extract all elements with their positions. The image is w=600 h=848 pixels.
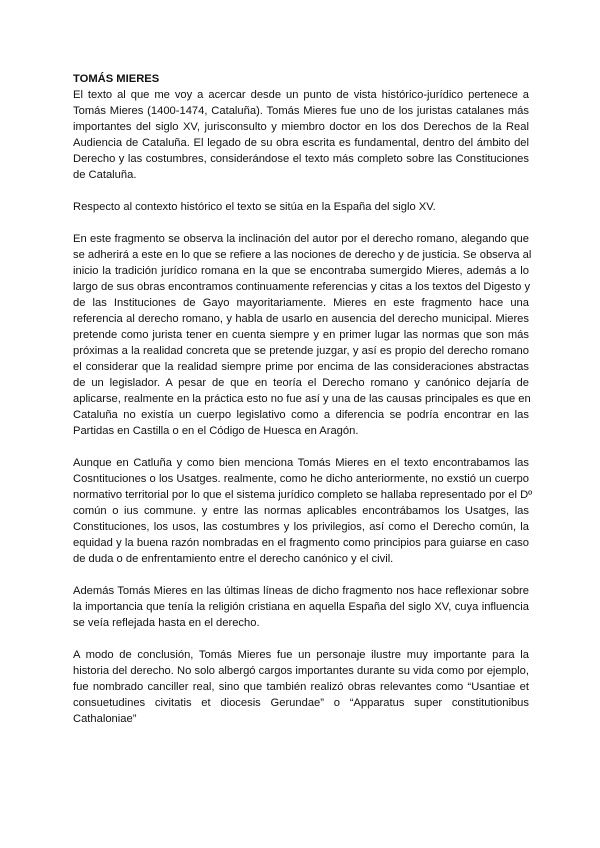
- text-line: Cataluña no existía un cuerpo legislativo como a diferencia se podría encontrar en las: [73, 409, 529, 421]
- text-line: común o ius commune. y entre las normas aplicables encontrábamos los Usatges, las: [73, 505, 529, 517]
- text-line: se veía reflejada hasta en el derecho.: [73, 617, 260, 629]
- text-line: próximas a la realidad concreta que se pretende juzgar, y así es propio del derecho romano: [73, 345, 529, 357]
- text-line: Derecho y las costumbres, considerándose el texto más completo sobre las Constituciones: [73, 153, 529, 165]
- text-line: Cosntituciones o los Usatges. realmente, como he dicho anteriormente, no exstió un cuerpo: [73, 473, 529, 485]
- text-line: historia del derecho. No solo albergó cargos importantes durante su vida como por ejemplo,: [73, 665, 529, 677]
- text-line: la importancia que tenía la religión cristiana en aquella España del siglo XV, cuya influencia: [73, 601, 529, 613]
- text-line: el considerar que la realidad siempre prime por encima de las consideraciones abstractas: [73, 361, 529, 373]
- text-line: Cathaloniae”: [73, 713, 137, 725]
- text-line: de duda o de enfrentamiento entre el derecho canónico y el civil.: [73, 553, 394, 565]
- paragraph: [73, 455, 533, 567]
- text-line: En este fragmento se observa la inclinación del autor por el derecho romano, alegando que: [73, 233, 529, 245]
- text-line: Audiencia de Cataluña. El legado de su obra escrita es fundamental, dentro del ámbito del: [73, 137, 529, 149]
- text-line: de un legislador. A pesar de que en teoría el Derecho romano y canónico dejaría de: [73, 377, 529, 389]
- text-line: Aunque en Catluña y como bien menciona Tomás Mieres en el texto encontrabamos las: [73, 457, 529, 469]
- text-line: Partidas en Castilla o en el Código de Huesca en Aragón.: [73, 425, 359, 437]
- text-line: largo de sus obras encontramos continuamente referencias y citas a los textos del Digesto y: [73, 281, 531, 293]
- paragraph: [73, 231, 532, 439]
- text-line: de Cataluña.: [73, 169, 137, 181]
- document-title: TOMÁS MIERES: [73, 73, 160, 85]
- text-line: Tomás Mieres (1400-1474, Cataluña). Tomás Mieres fue uno de los juristas catalanes más: [73, 105, 529, 117]
- text-line: Respecto al contexto histórico el texto se sitúa en la España del siglo XV.: [73, 201, 436, 213]
- text-line: A modo de conclusión, Tomás Mieres fue un personaje ilustre muy importante para la: [73, 649, 529, 661]
- text-line: de las Instituciones de Gayo mayoritariamente. Mieres en este fragmento hace una: [73, 297, 529, 309]
- paragraph: [73, 583, 529, 631]
- text-line: Constituciones, los usos, las costumbres y los privilegios, así como el Derecho común, la: [73, 521, 529, 533]
- document-body: [73, 71, 533, 743]
- text-line: pretende como jurista tener en cuenta siempre y en primer lugar las normas que son más: [73, 329, 529, 341]
- text-line: Además Tomás Mieres en las últimas líneas de dicho fragmento nos hace reflexionar sobre: [73, 585, 529, 597]
- paragraph: [73, 647, 529, 727]
- paragraph: [73, 87, 529, 183]
- paragraphs: [73, 87, 533, 727]
- text-line: se adherirá a este en lo que se refiere a las nociones de derecho y de justicia. Se observa al: [73, 249, 532, 261]
- text-line: aplicarse, realmente en la práctica esto no fue así y una de las causas principales es que en: [73, 393, 531, 405]
- text-line: equidad y la buena razón nombradas en el fragmento como principios para guiarse en caso: [73, 537, 529, 549]
- text-line: fue nombrado canciller real, sino que también realizó obras relevantes como “Usantiae et: [73, 681, 529, 693]
- text-line: inicio la tradición jurídico romana en la que se encontraba sumergido Mieres, además a lo: [73, 265, 529, 277]
- text-line: normativo territorial por lo que el sistema jurídico completo se hallaba representado por el Dº: [73, 489, 533, 501]
- text-line: referencia al derecho romano, y habla de usarlo en ausencia del derecho municipal. Mieres: [73, 313, 529, 325]
- paragraph: [73, 199, 529, 215]
- text-line: El texto al que me voy a acercar desde un punto de vista histórico-jurídico pertenece a: [73, 89, 529, 101]
- text-line: importantes del siglo XV, jurisconsulto y miembro doctor en los dos Derechos de la Real: [73, 121, 529, 133]
- text-line: consuetudines civitatis et diocesis Gerundae” o “Apparatus super constitutionibus: [73, 697, 529, 709]
